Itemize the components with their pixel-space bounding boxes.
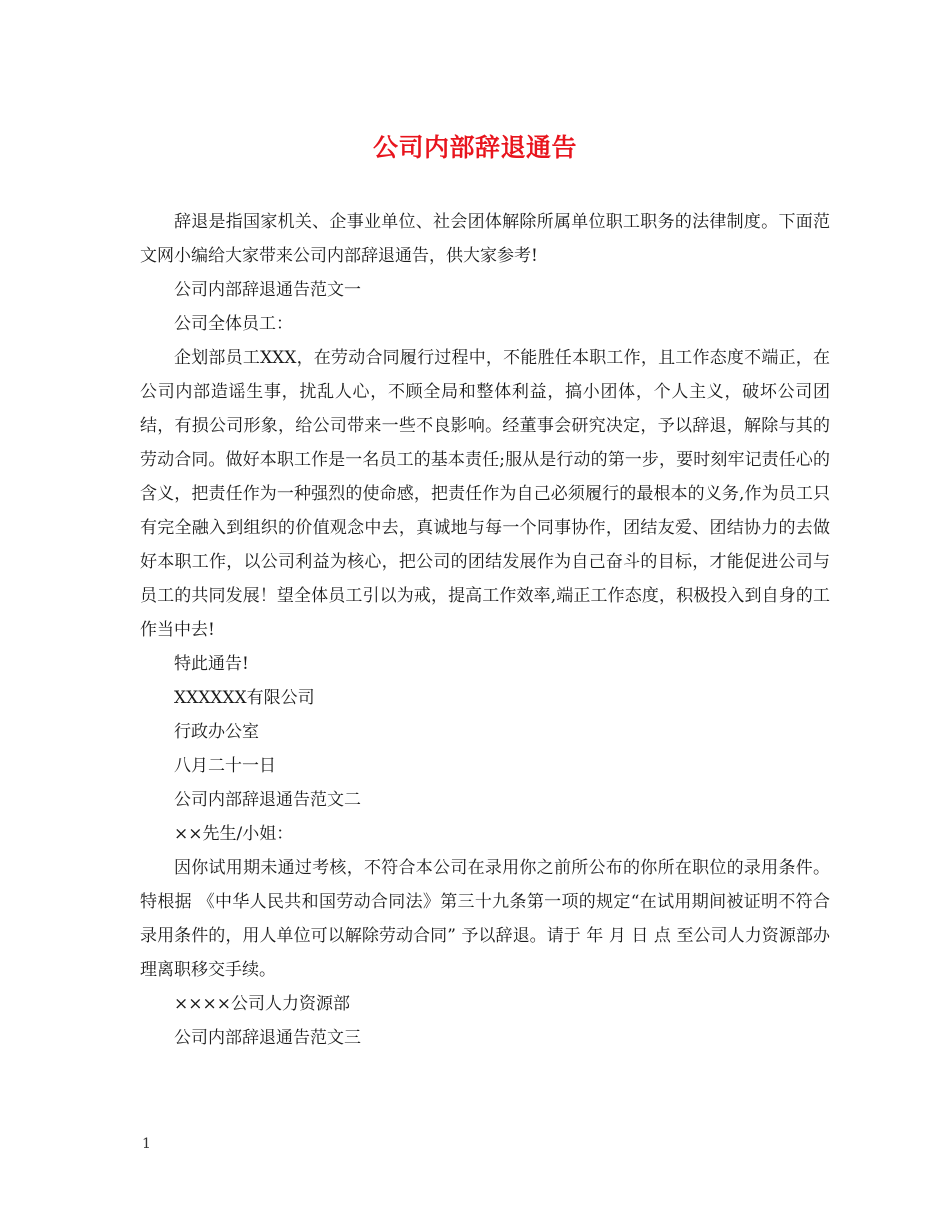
- sample1-company: XXXXXX有限公司: [174, 688, 315, 708]
- sample1-department: 行政办公室: [174, 722, 259, 742]
- sample1-body-paragraph: 企划部员工XXX，在劳动合同履行过程中，不能胜任本职工作，且工作态度不端正，在公司内部造谣生事，扰乱人心，不顾全局和整体利益，搞小团体，个人主义，破坏公司团结，有损公司形象，给公司带来一些不良影响。经董事会研究决定，予以辞退，解除与其的劳动合同。做好本职工作是一名员工的基本责任;服从是行动的第一步，要时刻牢记责任心的含义，把责任作为一种强烈的使命感，把责任作为自己必须履行的最根本的义务,作为员工只有完全融入到组织的价值观念中去，真诚地与每一个同事协作，团结友爱、团结协力的去做好本职工作，以公司利益为核心，把公司的团结发展作为自己奋斗的目标，才能促进公司与员工的共同发展！望全体员工引以为戒，提高工作效率,端正工作态度，积极投入到自身的工作当中去!: [140, 348, 830, 640]
- sample3-heading: 公司内部辞退通告范文三: [174, 1028, 361, 1048]
- sample1-salutation: 公司全体员工：: [174, 314, 293, 334]
- page-number: 1: [142, 1136, 151, 1152]
- sample2-signature: ××××公司人力资源部: [174, 994, 350, 1014]
- sample2-heading: 公司内部辞退通告范文二: [174, 790, 361, 810]
- sample1-date: 八月二十一日: [174, 756, 276, 776]
- document-body: [140, 205, 830, 1055]
- intro-paragraph: 辞退是指国家机关、企事业单位、社会团体解除所属单位职工职务的法律制度。下面范文网小编给大家带来公司内部辞退通告，供大家参考!: [140, 212, 830, 266]
- document-title: 公司内部辞退通告: [372, 133, 577, 162]
- sample2-body-paragraph: 因你试用期未通过考核，不符合本公司在录用你之前所公布的你所在职位的录用条件。特根据 《中华人民共和国劳动合同法》第三十九条第一项的规定“在试用期间被证明不符合录用条件的，用人单位可以解除劳动合同” 予以辞退。请于 年 月 日 点 至公司人力资源部办理离职移交手续。: [140, 858, 830, 980]
- sample2-salutation: ××先生/小姐：: [174, 824, 294, 844]
- sample1-closing: 特此通告!: [174, 654, 249, 674]
- sample1-heading: 公司内部辞退通告范文一: [174, 280, 361, 300]
